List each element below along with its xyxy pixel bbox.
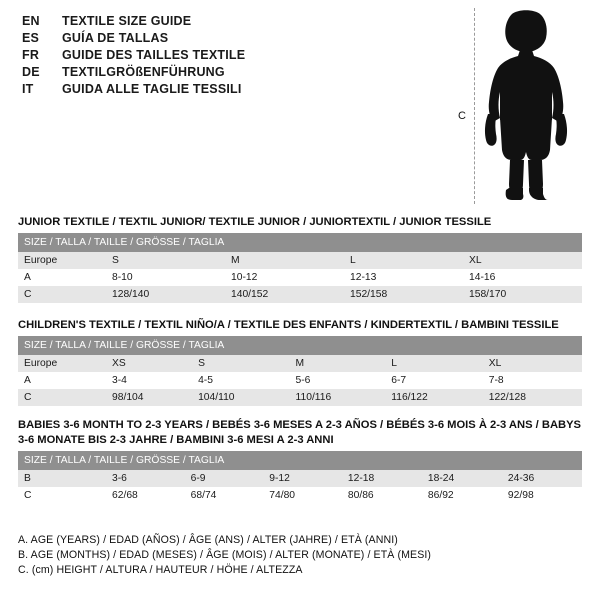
- cell: 24-36: [502, 470, 582, 487]
- table-row: [18, 269, 582, 286]
- legend-line-b: B. AGE (MONTHS) / EDAD (MESES) / ÂGE (MOIS) / ALTER (MONATE) / ETÀ (MESI): [18, 549, 432, 561]
- row-label: Europe: [18, 355, 106, 372]
- header: [22, 14, 442, 99]
- row-label: A: [18, 269, 106, 286]
- table-header-label: SIZE / TALLA / TAILLE / GRÖSSE / TAGLIA: [18, 233, 582, 252]
- header-language-code: ES: [22, 31, 40, 45]
- cell: 7-8: [483, 372, 582, 389]
- section-title: CHILDREN'S TEXTILE / TEXTIL NIÑO/A / TEXTILE DES ENFANTS / KINDERTEXTIL / BAMBINI TESSILE: [18, 319, 559, 331]
- section-babies-textile: [18, 418, 582, 504]
- legend: [18, 534, 582, 579]
- cell: 5-6: [290, 372, 386, 389]
- header-language-code: EN: [22, 14, 40, 28]
- cell: 152/158: [344, 286, 463, 303]
- cell: 98/104: [106, 389, 192, 406]
- header-row: [22, 65, 442, 79]
- cell: 9-12: [263, 470, 342, 487]
- cell: 62/68: [106, 487, 185, 504]
- cell: M: [290, 355, 386, 372]
- table-row: [18, 252, 582, 269]
- measurement-figure: [452, 6, 592, 206]
- row-label: A: [18, 372, 106, 389]
- row-label: B: [18, 470, 106, 487]
- cell: 12-18: [342, 470, 422, 487]
- cell: 12-13: [344, 269, 463, 286]
- table-header-row: [18, 233, 582, 252]
- cell: L: [344, 252, 463, 269]
- header-row: [22, 14, 442, 28]
- cell: L: [385, 355, 482, 372]
- table-row: [18, 470, 582, 487]
- cell: M: [225, 252, 344, 269]
- section-title: JUNIOR TEXTILE / TEXTIL JUNIOR/ TEXTILE JUNIOR / JUNIORTEXTIL / JUNIOR TESSILE: [18, 216, 492, 228]
- cell: 6-7: [385, 372, 482, 389]
- cell: 110/116: [290, 389, 386, 406]
- header-language-code: FR: [22, 48, 40, 62]
- babies-size-table: [18, 451, 582, 504]
- cell: 74/80: [263, 487, 342, 504]
- header-title-text: GUIDE DES TAILLES TEXTILE: [62, 48, 246, 62]
- cell: 122/128: [483, 389, 582, 406]
- cell: 80/86: [342, 487, 422, 504]
- table-row: [18, 487, 582, 504]
- legend-line-c: C. (cm) HEIGHT / ALTURA / HAUTEUR / HÖHE / ALTEZZA: [18, 564, 303, 576]
- table-header-row: [18, 336, 582, 355]
- cell: 8-10: [106, 269, 225, 286]
- cell: 18-24: [422, 470, 502, 487]
- header-language-code: DE: [22, 65, 40, 79]
- row-label: C: [18, 389, 106, 406]
- section-title: BABIES 3-6 MONTH TO 2-3 YEARS / BEBÉS 3-6 MESES A 2-3 AÑOS / BÉBÉS 3-6 MOIS À 2-3 ANS / BABYS 3-6 MONATE BIS 2-3 JAHRE / BAMBINI 3-6 MESI A 2-3 ANNI: [18, 419, 582, 446]
- cell: 3-6: [106, 470, 185, 487]
- cell: 4-5: [192, 372, 289, 389]
- children-size-table: [18, 336, 582, 406]
- table-header-row: [18, 451, 582, 470]
- header-title-text: TEXTILGRÖßENFÜHRUNG: [62, 65, 225, 79]
- cell: 6-9: [185, 470, 264, 487]
- height-measure-line: [474, 8, 475, 204]
- header-language-code: IT: [22, 82, 34, 96]
- header-row: [22, 82, 442, 96]
- header-title-text: GUÍA DE TALLAS: [62, 31, 169, 45]
- header-title-text: TEXTILE SIZE GUIDE: [62, 14, 192, 28]
- cell: 140/152: [225, 286, 344, 303]
- table-header-label: SIZE / TALLA / TAILLE / GRÖSSE / TAGLIA: [18, 336, 582, 355]
- cell: 86/92: [422, 487, 502, 504]
- cell: S: [106, 252, 225, 269]
- row-label: C: [18, 487, 106, 504]
- table-row: [18, 372, 582, 389]
- legend-line-a: A. AGE (YEARS) / EDAD (AÑOS) / ÂGE (ANS) / ALTER (JAHRE) / ETÀ (ANNI): [18, 534, 398, 546]
- cell: XS: [106, 355, 192, 372]
- section-junior-textile: [18, 215, 582, 303]
- table-row: [18, 286, 582, 303]
- row-label: Europe: [18, 252, 106, 269]
- table-row: [18, 389, 582, 406]
- cell: 128/140: [106, 286, 225, 303]
- cell: 10-12: [225, 269, 344, 286]
- cell: S: [192, 355, 289, 372]
- cell: 68/74: [185, 487, 264, 504]
- cell: XL: [483, 355, 582, 372]
- child-silhouette-icon: [476, 10, 586, 207]
- cell: 92/98: [502, 487, 582, 504]
- header-row: [22, 31, 442, 45]
- section-childrens-textile: [18, 318, 582, 406]
- table-row: [18, 355, 582, 372]
- cell: XL: [463, 252, 582, 269]
- header-title-text: GUIDA ALLE TAGLIE TESSILI: [62, 82, 242, 96]
- table-header-label: SIZE / TALLA / TAILLE / GRÖSSE / TAGLIA: [18, 451, 582, 470]
- height-measure-label: C: [458, 110, 466, 122]
- row-label: C: [18, 286, 106, 303]
- cell: 14-16: [463, 269, 582, 286]
- cell: 158/170: [463, 286, 582, 303]
- junior-size-table: [18, 233, 582, 303]
- header-row: [22, 48, 442, 62]
- cell: 104/110: [192, 389, 289, 406]
- cell: 116/122: [385, 389, 482, 406]
- cell: 3-4: [106, 372, 192, 389]
